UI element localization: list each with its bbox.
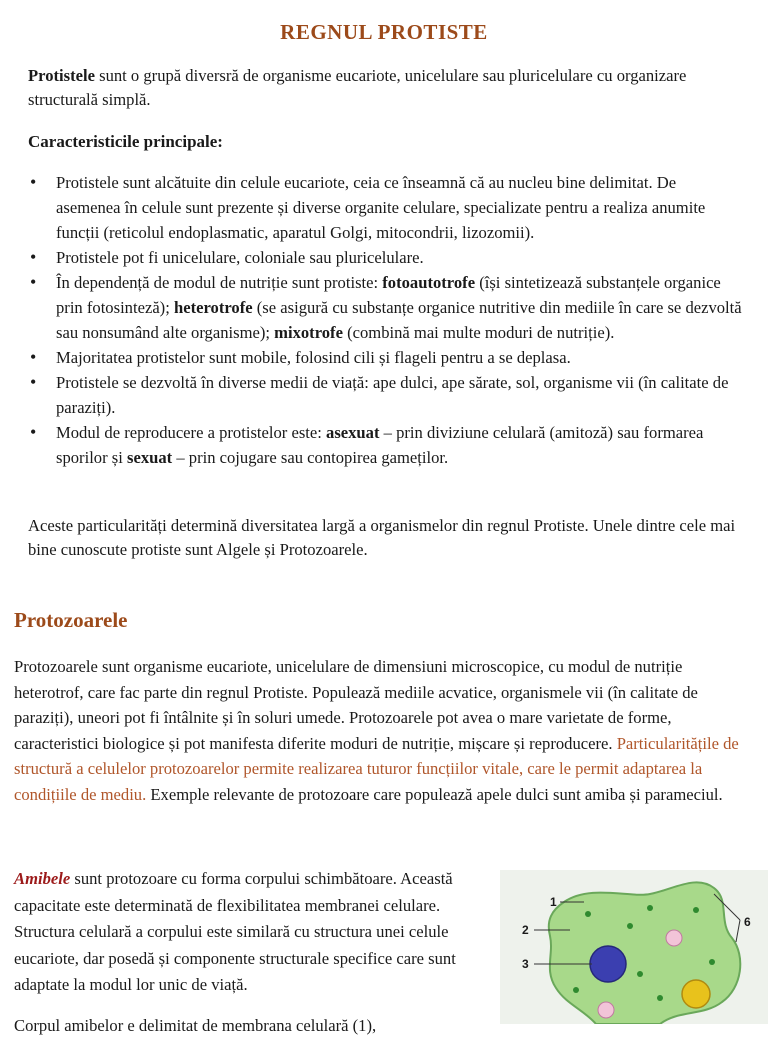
figure-label: 6 [744,915,751,929]
list-item [28,345,744,370]
granule-shape [637,971,643,977]
amoeba-body [549,882,741,1024]
granule-shape [657,995,663,1001]
granule-shape [709,959,715,965]
term-mixotrofe: mixotrofe [274,323,343,342]
figure-label: 1 [550,895,557,909]
protozoa-heading: Protozoarele [14,608,128,632]
characteristics-heading: Caracteristicile principale: [28,132,223,151]
amoeba-figure [500,870,768,1024]
list-item-text: (își sintetizează substanțele organice prin fotosinteză); [56,273,721,317]
food-vacuole-shape [598,1002,614,1018]
term-sexuat: sexuat [127,448,173,467]
summary-paragraph: Aceste particularități determină diversitatea largă a organismelor din regnul Protiste. Unele dintre cele mai bine cunoscute protiste sunt Algele și Protozoarele. [28,516,736,559]
protozoa-highlight: Particularitățile de structură a celulelor protozoarelor permite realizarea tuturor funcțiilor vitale, care le permit adaptarea la condițiile de mediu. [14,733,739,804]
term-asexuat: asexuat [326,423,380,442]
list-item-text: (combină mai multe moduri de nutriție). [342,323,615,342]
list-item-text: În dependență de modul de nutriție sunt protiste: [56,273,383,292]
protozoa-text: Protozoarele sunt organisme eucariote, unicelulare de dimensiuni microscopice, cu modul de nutriție heterotrof, care fac parte din regnul Protiste. Populează mediile acvatice, organismele vii (în calitate de paraziți), uneori pot fi întâlnite și în soluri umede. Protozoarele pot avea o mare varietate de forme, caracteristici biologice și pot manifesta diferite moduri de nutriție, mișcare și reproducere. [14,657,698,753]
granule-shape [573,987,579,993]
protozoa-paragraph [14,654,744,808]
list-item [28,170,744,245]
list-item [28,245,744,270]
characteristics-list [28,170,744,470]
granule-shape [647,905,653,911]
list-item [28,270,744,345]
nucleus-shape [590,946,626,982]
vacuole-shape [682,980,710,1008]
list-item-text: – prin diviziune celulară (amitoză) sau formarea sporilor și [56,423,704,467]
granule-shape [627,923,633,929]
amoeba-term: Amibele [14,869,71,888]
granule-shape [693,907,699,913]
list-item-text: Protistele sunt alcătuite din celule eucariote, ceia ce înseamnă că au nucleu bine delimitat. De asemenea în celule sunt prezente și diverse organite celulare, specializate pentru a realiza anumite funcții (reticolul endoplasmatic, aparatul Golgi, mitocondrii, lizozomii). [56,173,706,242]
amoeba-text: sunt protozoare cu forma corpului schimbătoare. Această capacitate este determinată de flexibilitatea membranei celulare. Structura celulară a corpului este similară cu structura unei celule eucariote, dar posedă și componente structurale specifice care sunt adaptate la modul lor unic de viață. [14,869,456,994]
list-item-text: Majoritatea protistelor sunt mobile, folosind cili și flageli pentru a se deplasa. [56,348,571,367]
page-title: REGNUL PROTISTE [280,20,488,44]
protozoa-text: Exemple relevante de protozoare care populează apele dulci sunt amiba și parameciul. [146,784,723,804]
figure-label: 3 [522,957,529,971]
list-item-text: – prin cojugare sau contopirea gameților. [172,448,449,467]
list-item [28,370,744,420]
food-vacuole-shape [666,930,682,946]
intro-term: Protistele [28,66,95,85]
list-item-text: Protistele pot fi unicelulare, coloniale sau pluricelulare. [56,248,424,267]
figure-label: 2 [522,923,529,937]
amoeba-diagram [500,870,768,1024]
list-item [28,420,744,470]
intro-paragraph [28,64,744,111]
cutoff-paragraph: Corpul amibelor e delimitat de membrana celulară (1), [14,1016,377,1035]
list-item-text: Modul de reproducere a protistelor este: [56,423,327,442]
term-heterotrofe: heterotrofe [173,298,253,317]
amoeba-paragraph [14,866,484,999]
granule-shape [585,911,591,917]
list-item-text: (se asigură cu substanțe organice nutritive din mediile în care se dezvoltă sau nonsumând alte organisme); [56,298,742,342]
intro-text: sunt o grupă diversră de organisme eucariote, unicelulare sau pluricelulare cu organizare structurală simplă. [28,66,687,109]
list-item-text: Protistele se dezvoltă în diverse medii de viață: ape dulci, ape sărate, sol, organisme vii (în calitate de paraziți). [56,373,729,417]
term-fotoautotrofe: fotoautotrofe [382,273,476,292]
